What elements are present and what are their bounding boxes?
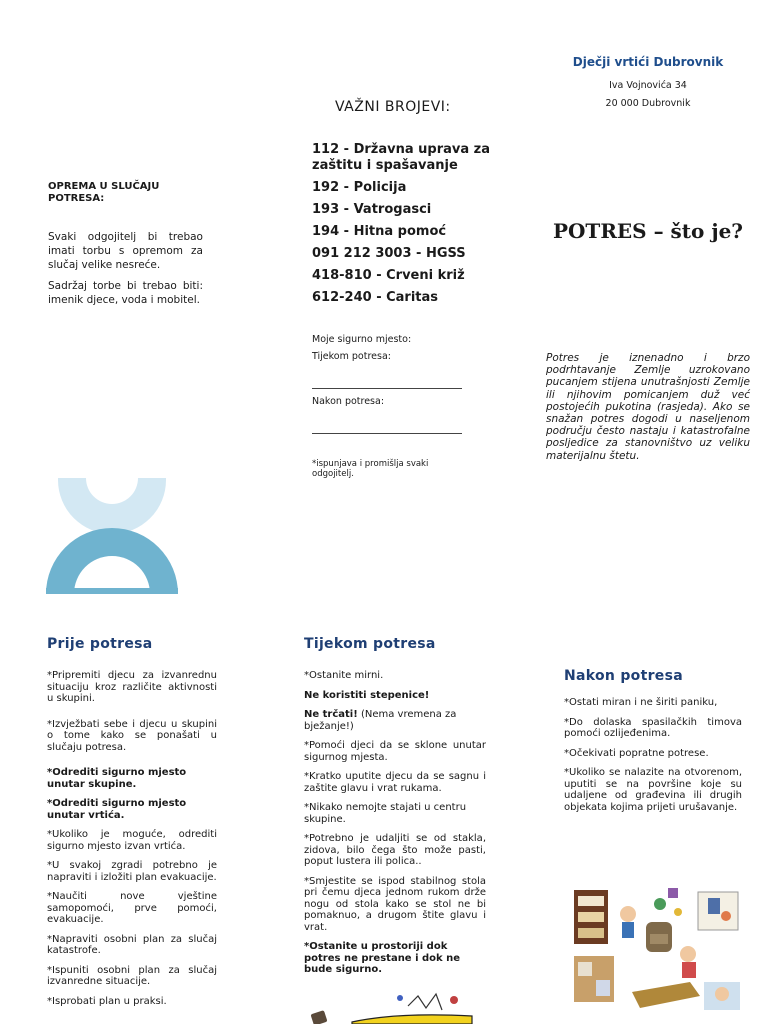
list-item: *Pomoći djeci da se sklone unutar sigurnog mjesta. (304, 740, 486, 763)
phone-number-item: 091 212 3003 - HGSS (312, 246, 466, 261)
potres-title: POTRES – što je? (552, 219, 744, 243)
list-item: *Ispuniti osobni plan za slučaj izvanredne situacije. (47, 964, 217, 987)
list-item: *Kratko uputite djecu da se sagnu i zaštite glavu i vrat rukama. (304, 771, 486, 794)
tijekom-fill-line[interactable] (312, 367, 462, 389)
child-body (622, 922, 634, 938)
nakon-potresa-title: Nakon potresa (564, 668, 683, 684)
falling-object (397, 995, 403, 1001)
person-figure (721, 911, 731, 921)
nakon-list (564, 697, 742, 821)
list-item: *Pripremiti djecu za izvanrednu situaciju kroz različite aktivnosti u skupini. (47, 670, 217, 704)
falling-objects (408, 994, 442, 1010)
list-item: *Očekivati popratne potrese. (564, 747, 709, 759)
organization-name: Dječji vrtići Dubrovnik (572, 55, 724, 69)
adult-figure (715, 987, 729, 1001)
list-item: *Ostanite u prostoriji dok potres ne prestane i dok ne bude sigurno. (304, 941, 461, 975)
child-figure (620, 906, 636, 922)
nakon-fill-line[interactable] (312, 412, 462, 434)
list-item: *Ukoliko je moguće, odrediti sigurno mjesto izvan vrtića. (47, 829, 217, 852)
cupboard-item (578, 962, 592, 976)
oprema-paragraph-2: Sadržaj torbe bi trebao biti: imenik djece, voda i mobitel. (48, 280, 203, 306)
phone-number-item: 194 - Hitna pomoć (312, 224, 447, 239)
list-item: *Nikako nemojte stajati u centru skupine. (304, 802, 467, 825)
prije-list (47, 670, 217, 1015)
address-line-2: 20 000 Dubrovnik (605, 98, 691, 109)
list-item: *Smjestite se ispod stabilnog stola pri čemu djeca jednom rukom drže nogu od stola kako se stol ne bi pomaknuo, a drugom štite glavu i vrat. (304, 875, 486, 933)
list-item: *Ukoliko se nalazite na otvorenom, uputiti se na površine koje su udaljene od građevina ili drugih objekata kojima prijeti urušavanje. (564, 767, 742, 813)
tijekom-label: Tijekom potresa: (312, 351, 391, 362)
phone-number-list (312, 142, 502, 312)
nakon-label: Nakon potresa: (312, 396, 385, 407)
shelf-books (578, 928, 604, 938)
table-leg (310, 1010, 327, 1024)
falling-object (450, 996, 458, 1004)
backpack-pocket (650, 934, 668, 944)
list-item: *Potrebno je udaljiti se od stakla, zidova, bilo čega što može pasti, poput lustera ili polica.. (304, 833, 486, 867)
scattered-item (654, 898, 666, 910)
potres-description: Potres je iznenadno i brzo podrhtavanje Zemlje uzrokovano pucanjem stijena unutrašnjosti Zemlje ili njihovim pomicanjem duž već postojećih pukotina (rasjeda). Ako se snažan potres dogodi u naseljenom području često nastaju i katastrofalne posljedice za stanovništvo uz veliku materijalnu štetu. (546, 352, 750, 462)
list-item: *Izvježbati sebe i djecu u skupini o tome kako se ponašati u slučaju potresa. (47, 718, 217, 753)
list-item: *Odrediti sigurno mjesto unutar vrtića. (47, 798, 187, 821)
phone-number-item: 192 - Policija (312, 180, 407, 195)
oprema-title: OPREMA U SLUČAJU POTRESA: (48, 181, 160, 204)
tijekom-potresa-title: Tijekom potresa (304, 636, 436, 652)
ispunjava-note: *ispunjava i promišlja svaki odgojitelj. (312, 459, 429, 479)
prije-potresa-title: Prije potresa (47, 636, 153, 652)
phone-number-item: 612-240 - Caritas (312, 290, 439, 305)
phone-number-item: 112 - Državna uprava za zaštitu i spašavanje (312, 142, 491, 173)
address-line-1: Iva Vojnovića 34 (609, 80, 687, 91)
list-item: *Naučiti nove vještine samopomoći, prve pomoći, evakuacije. (47, 891, 217, 925)
list-item: *Ostati miran i ne širiti paniku, (564, 697, 718, 708)
table-shelter-illustration (308, 986, 478, 1024)
vazni-brojevi-title: VAŽNI BROJEVI: (335, 99, 451, 115)
phone-number-item: 193 - Vatrogasci (312, 202, 432, 217)
ne-trcati-text: Ne trčati! (304, 709, 358, 720)
cupboard-item (596, 980, 610, 996)
ne-trcati-note: (Nema vremena za bježanje!) (304, 709, 457, 732)
scattered-item (668, 888, 678, 898)
list-item: *Ostanite mirni. (304, 670, 384, 681)
tijekom-list (304, 670, 486, 984)
shelf-books (578, 912, 604, 922)
child-body (682, 962, 696, 978)
list-item: *Napraviti osobni plan za slučaj katastrofe. (47, 933, 217, 956)
list-item (304, 709, 486, 732)
deco-dark-base (46, 588, 178, 594)
list-item: *Do dolaska spasilačkih timova pomoći ozlijeđenima. (564, 716, 742, 739)
earthquake-illustration (568, 884, 748, 1016)
decorative-circles (46, 478, 178, 596)
list-item: *Isprobati plan u praksi. (47, 995, 167, 1007)
sigurno-mjesto-label: Moje sigurno mjesto: (312, 334, 412, 345)
oprema-paragraph-1: Svaki odgojitelj bi trebao imati torbu s opremom za slučaj velike nesreće. (48, 231, 203, 271)
shelf-books (578, 896, 604, 906)
table (632, 982, 700, 1008)
scattered-item (674, 908, 682, 916)
door (708, 898, 720, 914)
list-item: Ne koristiti stepenice! (304, 689, 430, 701)
list-item: *Odrediti sigurno mjesto unutar skupine. (47, 767, 187, 790)
phone-number-item: 418-810 - Crveni križ (312, 268, 465, 283)
child-figure (680, 946, 696, 962)
table-top (352, 1015, 472, 1024)
list-item: *U svakoj zgradi potrebno je napraviti i izložiti plan evakuacije. (47, 860, 217, 883)
sigurno-mjesto-form (312, 333, 502, 440)
